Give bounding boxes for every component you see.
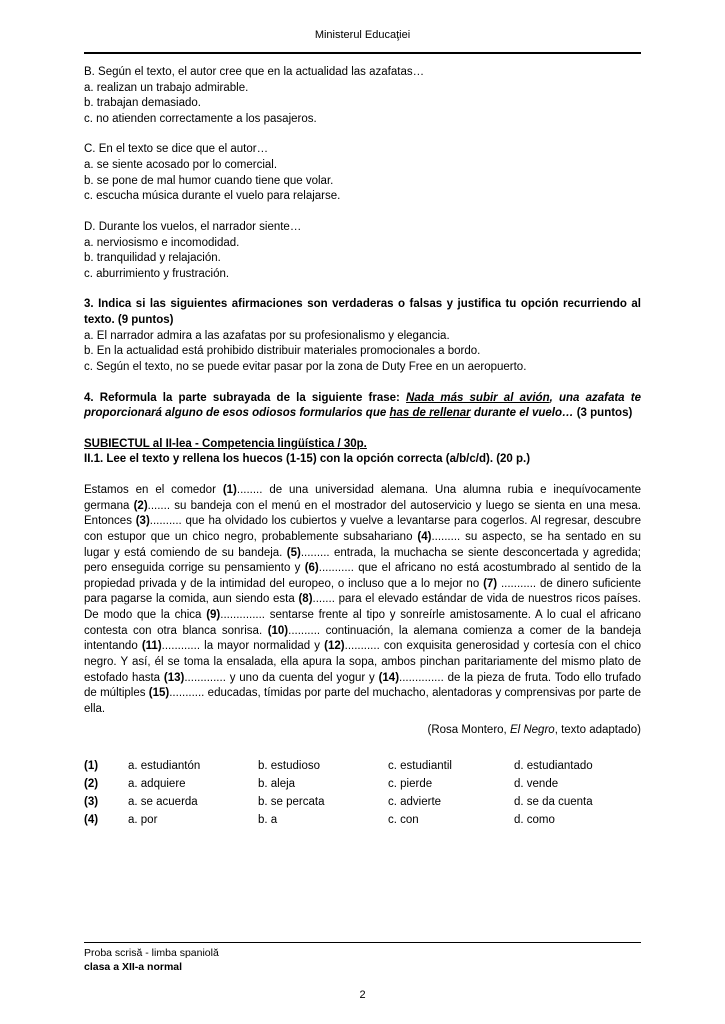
page-number: 2 xyxy=(359,989,366,1001)
options-table xyxy=(84,757,641,829)
options-row-4 xyxy=(84,811,641,829)
question-3 xyxy=(84,297,641,375)
options-row-3 xyxy=(84,793,641,811)
question-b-option-b: b. trabajan demasiado. xyxy=(84,97,201,110)
text-attribution: (Rosa Montero, El Negro, texto adaptado) xyxy=(427,724,641,737)
question-b xyxy=(84,65,641,128)
question-c-option-b: b. se pone de mal humor cuando tiene que volar. xyxy=(84,174,334,187)
question-c-stem: C. En el texto se dice que el autor… xyxy=(84,143,269,156)
options-row-1-c: c. estudiantil xyxy=(388,760,452,773)
options-row-1-a: a. estudiantón xyxy=(128,760,201,773)
options-row-3-b: b. se percata xyxy=(258,796,325,809)
question-c-option-c: c. escucha música durante el vuelo para relajarse. xyxy=(84,190,341,203)
options-row-2 xyxy=(84,775,641,793)
footer-class-name: clasa a XII-a normal xyxy=(84,960,183,973)
question-d xyxy=(84,220,641,283)
question-3-item-a: a. El narrador admira a las azafatas por su profesionalismo y elegancia. xyxy=(84,329,450,342)
options-row-1-b: b. estudioso xyxy=(258,760,321,773)
options-row-3-number: (3) xyxy=(84,796,99,809)
question-b-option-c: c. no atienden correctamente a los pasajeros. xyxy=(84,112,317,125)
options-row-1-d: d. estudiantado xyxy=(514,760,593,773)
subject-2-heading xyxy=(84,437,641,468)
options-row-2-d: d. vende xyxy=(514,778,559,791)
options-row-3-c: c. advierte xyxy=(388,796,442,809)
options-row-1 xyxy=(84,757,641,775)
question-d-stem: D. Durante los vuelos, el narrador siente… xyxy=(84,220,302,233)
options-row-2-c: c. pierde xyxy=(388,778,433,791)
cloze-text: Estamos en el comedor (1)........ de una universidad alemana. Una alumna rubia e inequívocamente germana (2)....... su bandeja con el menú en el mostrador del autoservicio y luego se sienta en una mesa. Entonces (3).......... que ha olvidado los cubiertos y vuelve a levantarse para cogerlos. Al regresar, descubre con estupor que un chico negro, probablemente subsahariano (4)......... su aspecto, se ha sentado en su lugar y está comiendo de su bandeja. (5)......... entrada, la muchacha se siente desconcertada y agredida; pero enseguida corrige su pensamiento y (6)........... que el africano no está acostumbrado al sentido de la propiedad privada y de la intimidad del europeo, o incluso que a lo mejor no (7) ........... de dinero suficiente para pagarse la comida, aun siendo esta (8)....... para el elevado estándar de vida de nuestros ricos países. De modo que la chica (9).............. sentarse frente al tipo y sonreírle amistosamente. A lo cual el africano contesta con otra blanca sonrisa. (10).......... continuación, la alemana comienza a comer de la bandeja intentando (11)............ la mayor normalidad y (12)........... con exquisita generosidad y cortesía con el chico negro. Y así, él se toma la ensalada, ella apura la sopa, ambos pinchan paritariamente del mismo plato de estofado hasta (13)............. y uno da cuenta del yogur y (14).............. de la pieza de fruta. Todo ello trufado de múltiples (15)........... educadas, tímidas por parte del muchacho, alentadoras y comprensivas por parte de ella. xyxy=(84,484,642,715)
page-content xyxy=(84,28,641,829)
header-divider xyxy=(84,52,641,54)
footer-divider xyxy=(84,942,641,943)
subject-2-subtitle: II.1. Lee el texto y rellena los huecos (1-15) con la opción correcta (a/b/c/d). (20 p.) xyxy=(84,453,531,466)
question-3-item-b: b. En la actualidad está prohibido distribuir materiales promocionales a bordo. xyxy=(84,345,481,358)
question-d-option-a: a. nerviosismo e incomodidad. xyxy=(84,236,240,249)
options-row-2-a: a. adquiere xyxy=(128,778,186,791)
options-row-4-d: d. como xyxy=(514,814,555,827)
question-b-option-a: a. realizan un trabajo admirable. xyxy=(84,81,249,94)
options-row-3-a: a. se acuerda xyxy=(128,796,198,809)
question-4: 4. Reformula la parte subrayada de la siguiente frase: Nada más subir al avión, una azafata te proporcionará alguno de esos odiosos formularios que has de rellenar durante el vuelo… (3 puntos) xyxy=(84,391,641,420)
options-row-2-b: b. aleja xyxy=(258,778,296,791)
question-b-stem: B. Según el texto, el autor cree que en la actualidad las azafatas… xyxy=(84,65,425,78)
options-row-4-a: a. por xyxy=(128,814,158,827)
subject-2-title: SUBIECTUL al II-lea - Competencia lingüística / 30p. xyxy=(84,437,367,450)
options-row-4-number: (4) xyxy=(84,814,99,827)
page-footer xyxy=(84,942,641,974)
question-d-option-c: c. aburrimiento y frustración. xyxy=(84,267,230,280)
options-row-4-b: b. a xyxy=(258,814,278,827)
options-row-1-number: (1) xyxy=(84,760,99,773)
options-row-2-number: (2) xyxy=(84,778,99,791)
question-c xyxy=(84,142,641,205)
options-row-3-d: d. se da cuenta xyxy=(514,796,593,809)
options-row-4-c: c. con xyxy=(388,814,419,827)
question-3-stem: 3. Indica si las siguientes afirmaciones son verdaderas o falsas y justifica tu opción recurriendo al texto. (9 puntos) xyxy=(84,298,641,327)
ministry-header: Ministerul Educaţiei xyxy=(314,29,411,41)
question-3-item-c: c. Según el texto, no se puede evitar pasar por la zona de Duty Free en un aeropuerto. xyxy=(84,360,527,373)
question-d-option-b: b. tranquilidad y relajación. xyxy=(84,252,221,265)
question-c-option-a: a. se siente acosado por lo comercial. xyxy=(84,159,278,172)
footer-exam-name: Proba scrisă - limba spaniolă xyxy=(84,947,219,959)
